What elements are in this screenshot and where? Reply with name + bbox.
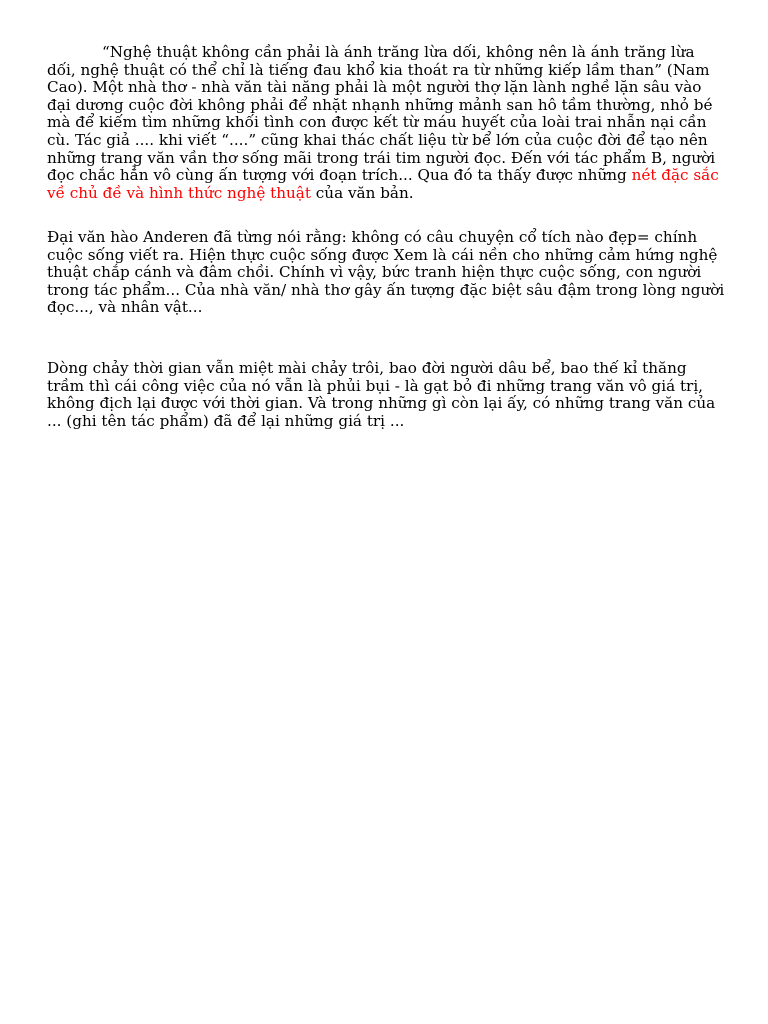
paragraph-anderen-text: Đại văn hào Anderen đã từng nói rằng: không có câu chuyện cổ tích nào đẹp= chính cuộc sống viết ra. Hiện thực cuộc sống được Xem là cái nền cho những cảm hứng nghệ thuật chắp cánh và đâm chồi. Chính vì vậy, bức tranh hiện thực cuộc sống, con người trong tác phẩm... Của nhà văn/ nhà thơ gây ấn tượng đặc biệt sâu đậm trong lòng người đọc..., và nhân vật... bbox=[47, 228, 725, 317]
paragraph-intro-after: của văn bản. bbox=[310, 183, 414, 202]
paragraph-intro-text bbox=[47, 44, 727, 202]
paragraph-time bbox=[47, 360, 727, 430]
paragraph-time-text: Dòng chảy thời gian vẫn miệt mài chảy trôi, bao đời người dâu bể, bao thế kỉ thăng trầm thì cái công việc của nó vẫn là phủi bụi - là gạt bỏ đi những trang văn vô giá trị, không địch lại được với thời gian. Và trong những gì còn lại ấy, có những trang văn của ... (ghi tên tác phẩm) đã để lại những giá trị ... bbox=[47, 359, 716, 430]
highlighted-phrase: nét đặc sắc về chủ đề và hình thức nghệ thuật bbox=[47, 166, 719, 202]
paragraph-intro bbox=[47, 44, 727, 202]
paragraph-anderen bbox=[47, 229, 727, 317]
paragraph-intro-before: “Nghệ thuật không cần phải là ánh trăng lừa dối, không nên là ánh trăng lừa dối, nghệ thuật có thể chỉ là tiếng đau khổ kia thoát ra từ những kiếp lầm than” (Nam Cao). Một nhà thơ - nhà văn tài năng phải là một người thợ lặn lành nghề lặn sâu vào đại dương cuộc đời không phải để nhặt nhạnh những mảnh san hô tầm thường, nhỏ bé mà để kiếm tìm những khối tình con được kết từ máu huyết của loài trai nhẫn nại cần cù. Tác giả .... khi viết “....” cũng khai thác chất liệu từ bể lớn của cuộc đời để tạo nên những trang văn vần thơ sống mãi trong trái tim người đọc. Đến với tác phẩm B, người đọc chắc hẳn vô cùng ấn tượng với đoạn trích... Qua đó ta thấy được những bbox=[47, 43, 716, 185]
